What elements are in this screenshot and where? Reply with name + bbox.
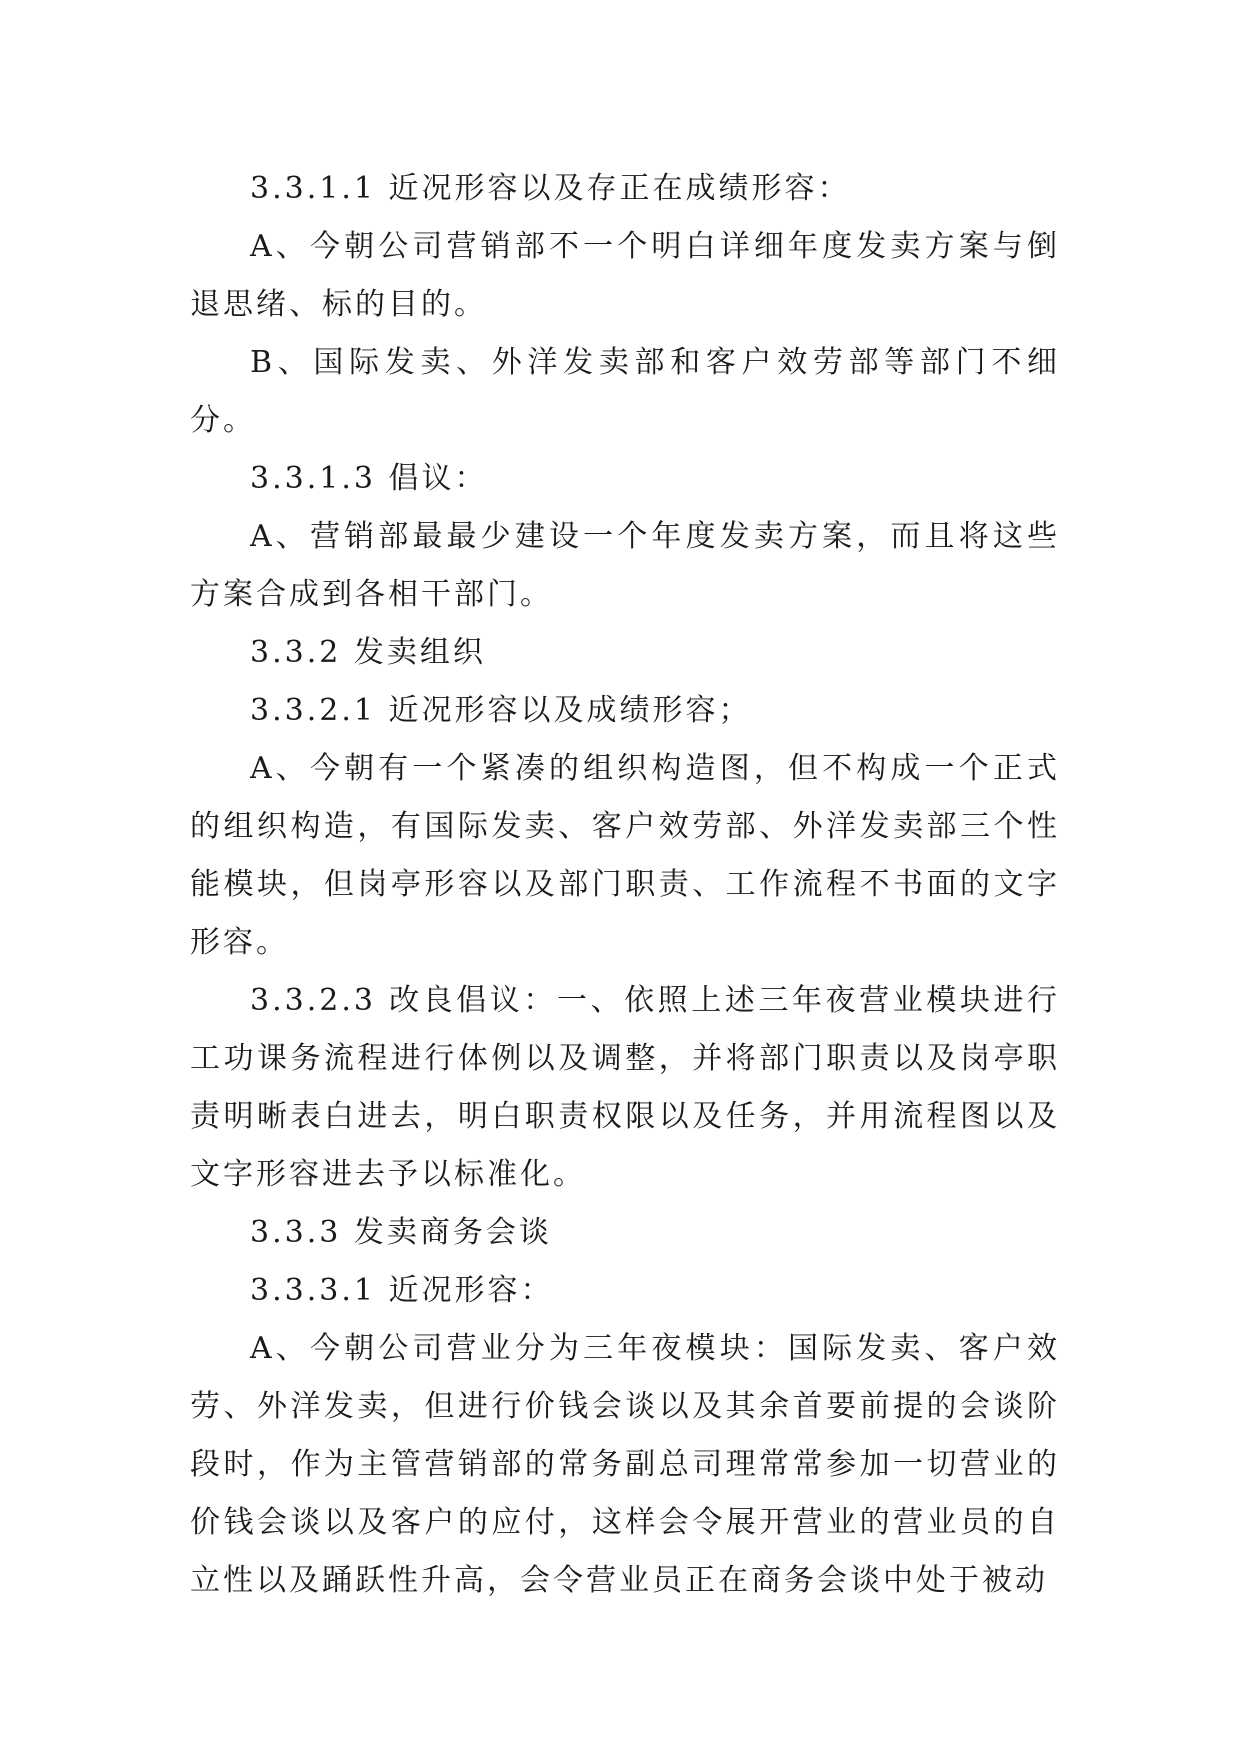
paragraph-item-a-annual-plan: A、营销部最最少建设一个年度发卖方案，而且将这些方案合成到各相干部门。 xyxy=(190,519,1060,612)
paragraph-3-3-2-heading: 3.3.2 发卖组织 xyxy=(250,635,486,670)
paragraph-3-3-2-1-heading: 3.3.2.1 近况形容以及成绩形容； xyxy=(250,693,752,728)
paragraph-3-3-1-1-heading: 3.3.1.1 近况形容以及存正在成绩形容： xyxy=(250,171,851,206)
paragraph-3-3-3-heading: 3.3.3 发卖商务会谈 xyxy=(250,1215,552,1250)
paragraph-item-a-business-modules: A、今朝公司营业分为三年夜模块：国际发卖、客户效劳、外洋发卖，但进行价钱会谈以及其余首要前提的会谈阶段时，作为主管营销部的常务副总司理常常参加一切营业的价钱会谈以及客户的应付，这样会令展开营业的营业员的自立性以及踊跃性升高，会令营业员正在商务会谈中处于被动 xyxy=(190,1331,1060,1598)
paragraph-3-3-2-3-suggestion: 3.3.2.3 改良倡议：一、依照上述三年夜营业模块进行工功课务流程进行体例以及调整，并将部门职责以及岗亭职责明晰表白进去，明白职责权限以及任务，并用流程图以及文字形容进去予以标准化。 xyxy=(190,983,1060,1192)
paragraph-item-a-sales-plan: A、今朝公司营销部不一个明白详细年度发卖方案与倒退思绪、标的目的。 xyxy=(190,229,1060,322)
document-body xyxy=(190,160,1060,1610)
paragraph-3-3-3-1-heading: 3.3.3.1 近况形容： xyxy=(250,1273,554,1308)
paragraph-3-3-1-3-heading: 3.3.1.3 倡议： xyxy=(250,461,488,496)
paragraph-item-b-departments: B、国际发卖、外洋发卖部和客户效劳部等部门不细分。 xyxy=(190,345,1060,438)
paragraph-item-a-org-structure: A、今朝有一个紧凑的组织构造图，但不构成一个正式的组织构造，有国际发卖、客户效劳部、外洋发卖部三个性能模块，但岗亭形容以及部门职责、工作流程不书面的文字形容。 xyxy=(190,751,1060,960)
